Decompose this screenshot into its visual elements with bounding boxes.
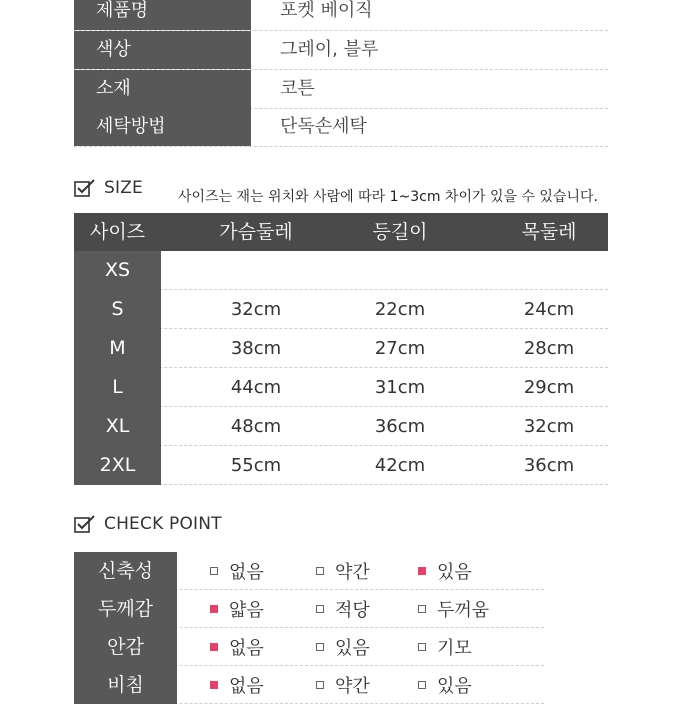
back-value: 31cm <box>374 377 426 398</box>
chest-value <box>196 251 316 290</box>
table-row <box>74 446 608 485</box>
back-value: 22cm <box>374 299 426 320</box>
option <box>210 552 264 590</box>
checkbox-check-icon <box>74 178 96 198</box>
checked-box-icon <box>418 567 426 575</box>
chest-value: 48cm <box>230 416 282 437</box>
table-row <box>74 407 608 446</box>
neck-value <box>489 251 609 290</box>
option <box>316 590 370 628</box>
option-text: 있음 <box>437 676 472 697</box>
option-text: 두꺼움 <box>437 600 490 621</box>
header-back: 등길이 <box>372 221 428 243</box>
info-label: 세탁방법 <box>74 108 251 146</box>
chest-value: 44cm <box>230 377 282 398</box>
size-note: 사이즈는 재는 위치와 사람에 따라 1~3cm 차이가 있을 수 있습니다. <box>178 189 598 205</box>
size-label: XS <box>74 251 161 290</box>
option <box>418 628 472 666</box>
table-row <box>74 251 608 290</box>
size-label: XL <box>74 407 161 446</box>
neck-value: 32cm <box>523 416 575 437</box>
size-label: S <box>74 290 161 329</box>
header-size: 사이즈 <box>89 221 146 243</box>
option <box>316 552 370 590</box>
checkpoint-label: 비침 <box>74 666 177 704</box>
option-text: 약간 <box>335 562 370 583</box>
info-label: 제품명 <box>74 0 251 30</box>
checkpoint-row-lining <box>74 628 544 666</box>
info-value: 단독손세탁 <box>280 116 367 137</box>
info-value: 그레이, 블루 <box>280 39 379 60</box>
checkpoint-title-text: CHECK POINT <box>104 514 222 534</box>
info-label: 소재 <box>74 70 251 108</box>
option-text: 없음 <box>229 676 264 697</box>
table-row <box>74 290 608 329</box>
info-row-color <box>74 31 608 70</box>
table-row <box>74 368 608 407</box>
neck-value: 24cm <box>523 299 575 320</box>
chest-value: 32cm <box>230 299 282 320</box>
back-value: 42cm <box>374 455 426 476</box>
option <box>418 666 472 704</box>
neck-value: 28cm <box>523 338 575 359</box>
info-row-material <box>74 70 608 109</box>
info-value: 포켓 베이직 <box>280 0 373 21</box>
info-row-name <box>74 0 608 31</box>
checkbox-icon <box>316 567 324 575</box>
header-neck: 목둘레 <box>521 221 577 243</box>
checkbox-icon <box>418 681 426 689</box>
option-text: 적당 <box>335 600 370 621</box>
option <box>316 666 370 704</box>
checkbox-icon <box>418 643 426 651</box>
checkbox-icon <box>316 605 324 613</box>
option <box>210 590 264 628</box>
option <box>316 628 370 666</box>
option-text: 없음 <box>229 638 264 659</box>
checkpoint-row-stretch <box>74 552 544 590</box>
neck-value: 36cm <box>523 455 575 476</box>
header-chest: 가슴둘레 <box>219 221 293 243</box>
option-text: 있음 <box>437 562 472 583</box>
checkpoint-row-sheer <box>74 666 544 704</box>
table-row <box>74 329 608 368</box>
back-value: 36cm <box>374 416 426 437</box>
checkbox-icon <box>210 567 218 575</box>
size-section-title <box>74 176 143 200</box>
size-label: L <box>74 368 161 407</box>
checkbox-icon <box>316 643 324 651</box>
option-text: 기모 <box>437 638 472 659</box>
checkpoint-row-thickness <box>74 590 544 628</box>
size-table-header <box>74 213 608 251</box>
info-value: 코튼 <box>280 78 315 99</box>
checkbox-icon <box>418 605 426 613</box>
option <box>418 590 489 628</box>
option-text: 얇음 <box>229 600 264 621</box>
back-value: 27cm <box>374 338 426 359</box>
checked-box-icon <box>210 681 218 689</box>
option <box>210 666 264 704</box>
size-title-text: SIZE <box>104 178 143 198</box>
checked-box-icon <box>210 605 218 613</box>
checkpoint-label: 신축성 <box>74 552 177 590</box>
checkpoint-label: 안감 <box>74 628 177 666</box>
chest-value: 38cm <box>230 338 282 359</box>
neck-value: 29cm <box>523 377 575 398</box>
option-text: 있음 <box>335 638 370 659</box>
option <box>210 628 264 666</box>
checkbox-check-icon <box>74 514 96 534</box>
info-row-wash <box>74 108 608 147</box>
checked-box-icon <box>210 643 218 651</box>
checkpoint-label: 두께감 <box>74 590 177 628</box>
size-label: M <box>74 329 161 368</box>
info-label: 색상 <box>74 31 251 69</box>
size-label: 2XL <box>74 446 161 485</box>
option-text: 없음 <box>229 562 264 583</box>
checkbox-icon <box>316 681 324 689</box>
chest-value: 55cm <box>230 455 282 476</box>
checkpoint-section-title <box>74 512 222 536</box>
option <box>418 552 472 590</box>
option-text: 약간 <box>335 676 370 697</box>
back-value <box>340 251 460 290</box>
